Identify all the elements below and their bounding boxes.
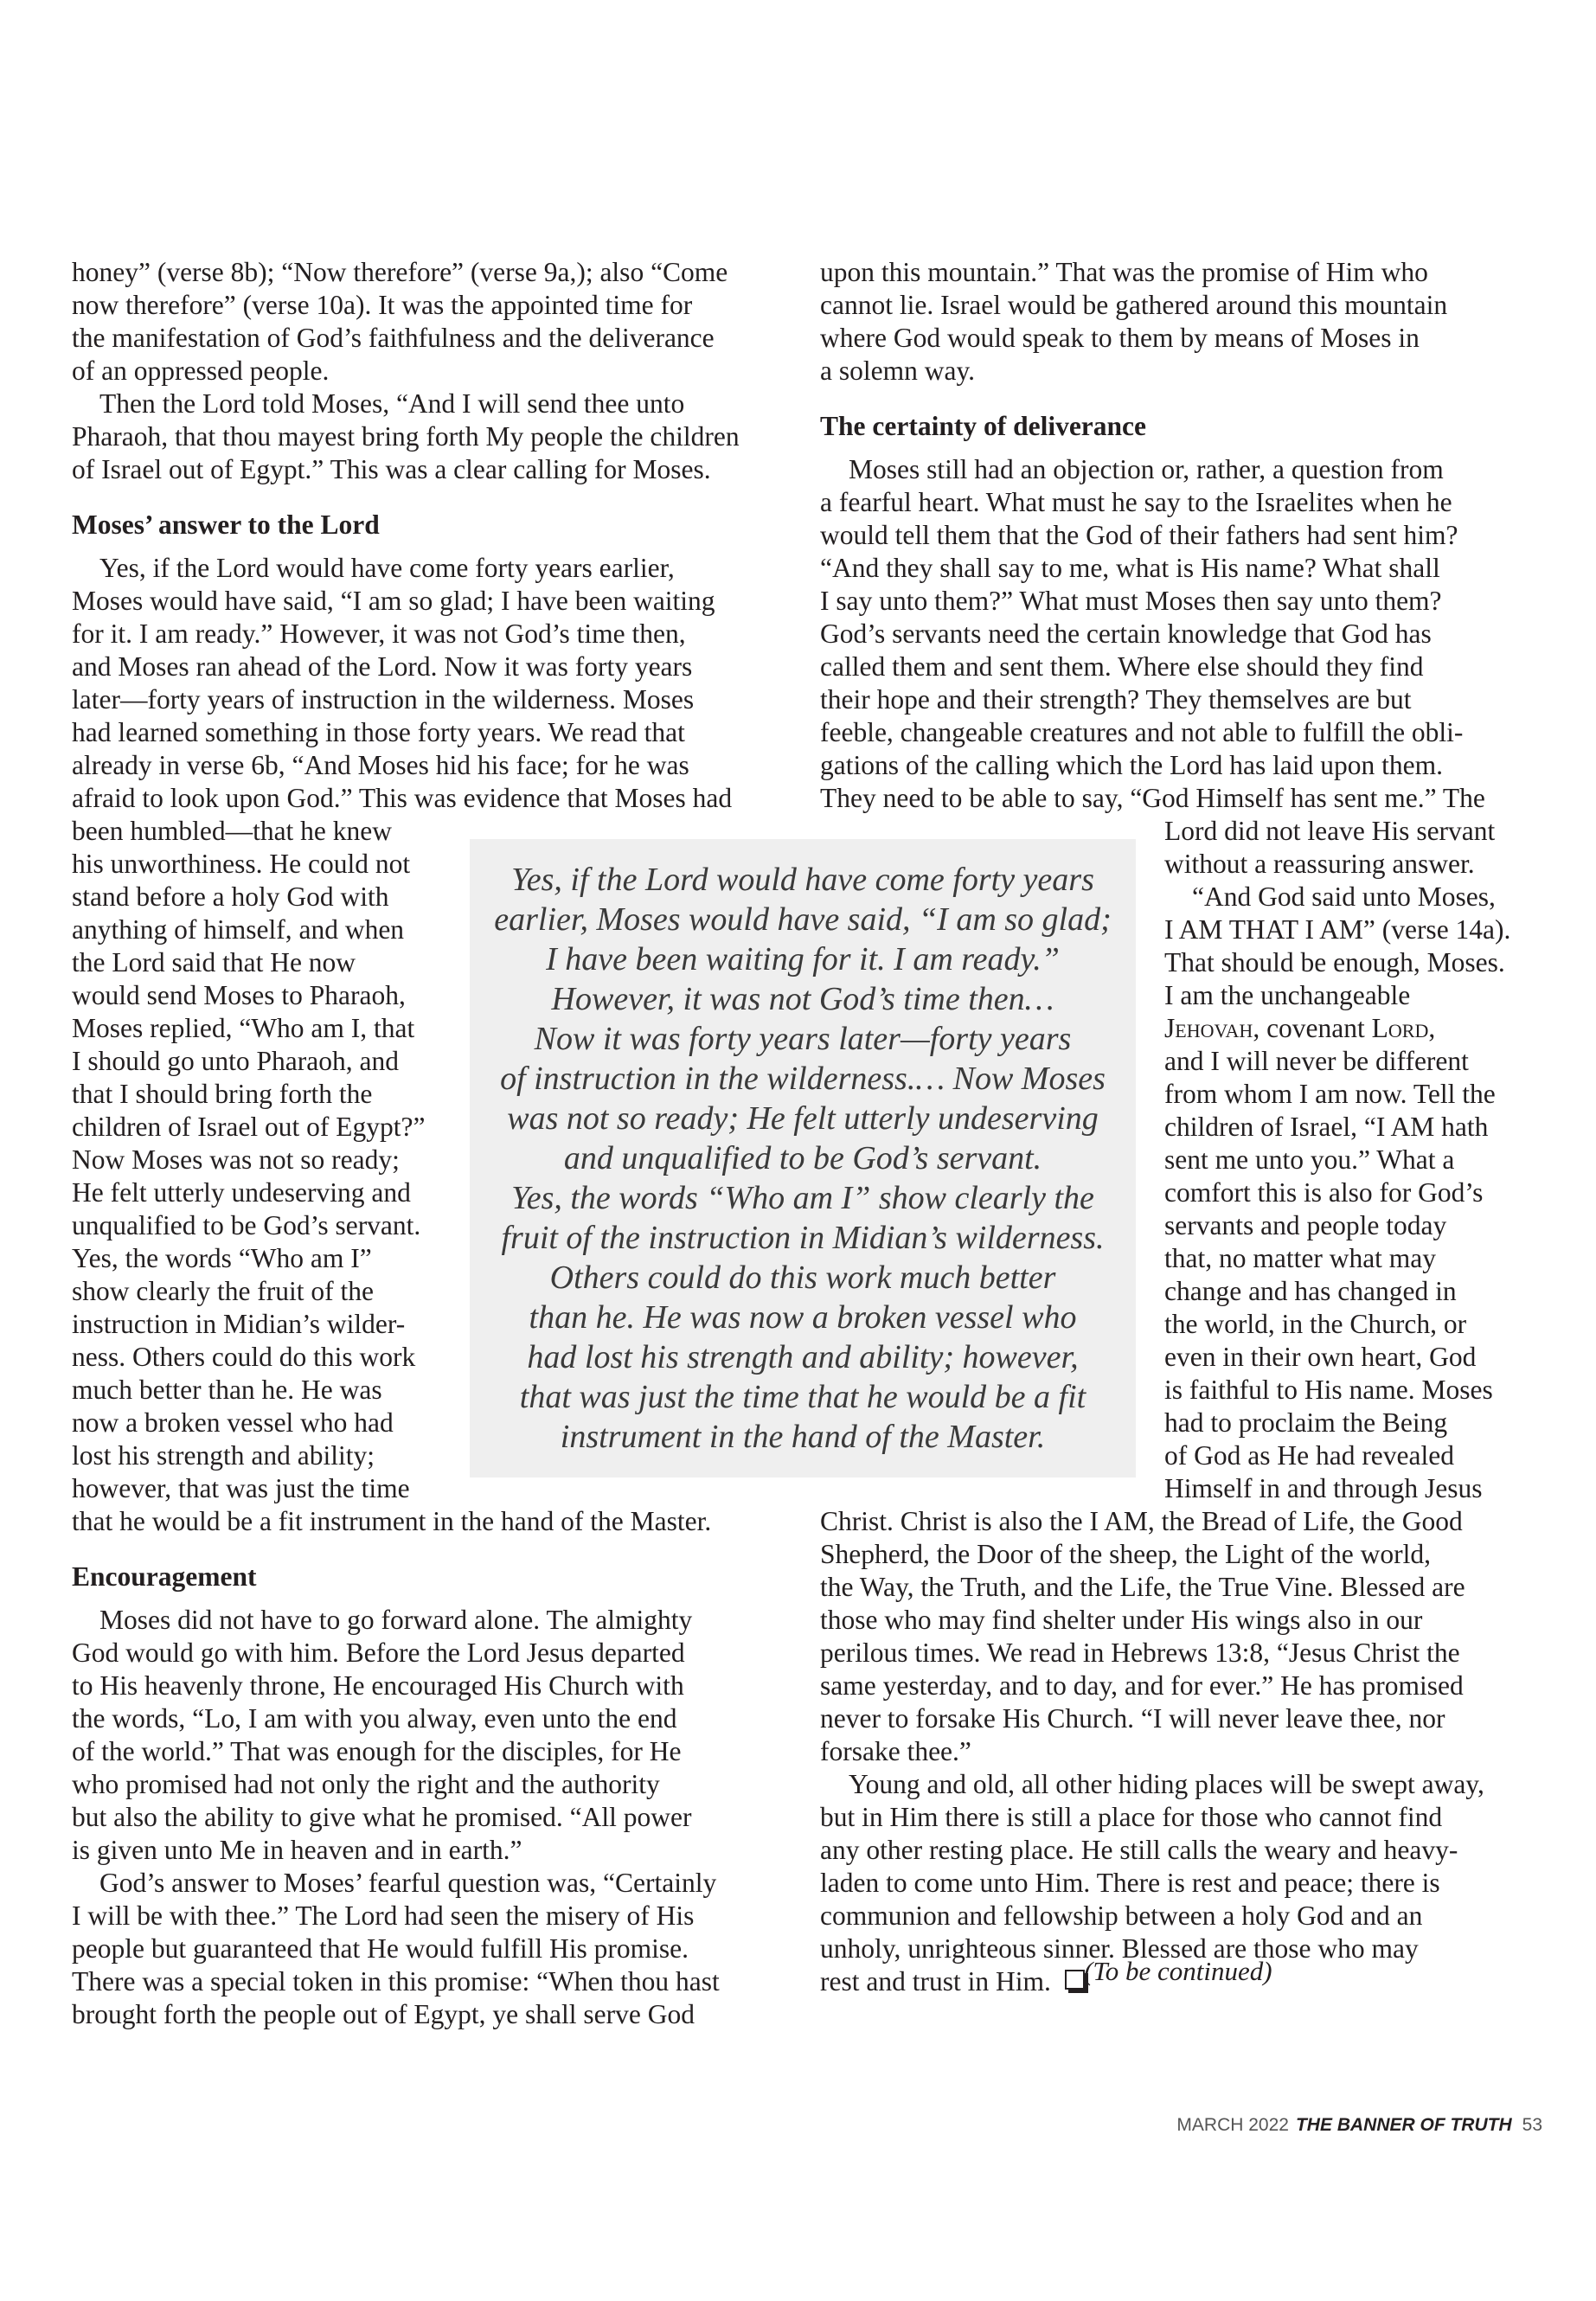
text-line: from whom I am now. Tell the — [1164, 1079, 1496, 1109]
text-line: sent me unto you.” What a — [1164, 1144, 1455, 1175]
text-line: perilous times. We read in Hebrews 13:8, “Jesus Christ the — [820, 1638, 1460, 1668]
page-number: 53 — [1522, 2115, 1542, 2135]
text-line: Moses still had an objection or, rather, a question from — [849, 454, 1444, 484]
text-line: upon this mountain.” That was the promise of Him who — [820, 257, 1428, 287]
text-line: Moses would have said, “I am so glad; I have been waiting — [72, 586, 715, 616]
text-fragment: , covenant — [1253, 1013, 1372, 1043]
text-line: is faithful to His name. Moses — [1164, 1375, 1493, 1405]
text-line: Moses did not have to go forward alone. The almighty — [99, 1605, 693, 1635]
text-line: the Way, the Truth, and the Life, the True Vine. Blessed are — [820, 1572, 1465, 1602]
pull-quote-line: Now it was forty years later—forty years — [534, 1021, 1072, 1057]
text-line: Young and old, all other hiding places will be swept away, — [849, 1769, 1484, 1799]
text-line: laden to come unto Him. There is rest and peace; there is — [820, 1868, 1440, 1898]
text-line: never to forsake His Church. “I will never leave thee, nor — [820, 1703, 1445, 1734]
text-line: unqualified to be God’s servant. — [72, 1210, 421, 1240]
text-line: of Israel out of Egypt.” This was a clear calling for Moses. — [72, 454, 711, 484]
text-line: anything of himself, and when — [72, 914, 405, 945]
text-line: afraid to look upon God.” This was evidence that Moses had — [72, 783, 733, 813]
text-line: of God as He had revealed — [1164, 1440, 1454, 1471]
text-line: had learned something in those forty years. We read that — [72, 717, 685, 747]
text-line: a solemn way. — [820, 356, 976, 386]
text-line: Himself in and through Jesus — [1164, 1473, 1483, 1503]
text-line: same yesterday, and to day, and for ever.” He has promised — [820, 1670, 1464, 1701]
text-line: any other resting place. He still calls the weary and heavy- — [820, 1835, 1458, 1865]
text-line — [820, 1965, 1085, 1998]
text-line: his unworthiness. He could not — [72, 849, 411, 879]
text-line — [1164, 1012, 1435, 1045]
text-line: who promised had not only the right and the authority — [72, 1769, 660, 1799]
text-line: There was a special token in this promise: “When thou hast — [72, 1966, 720, 1997]
pull-quote-line: Yes, if the Lord would have come forty years — [511, 862, 1094, 898]
text-line: That should be enough, Moses. — [1164, 947, 1505, 977]
text-line: comfort this is also for God’s — [1164, 1177, 1484, 1208]
text-fragment: , — [1428, 1013, 1436, 1043]
text-line: “And God said unto Moses, — [1192, 881, 1496, 912]
text-line: for it. I am ready.” However, it was not God’s time then, — [72, 619, 686, 649]
text-line: “And they shall say to me, what is His name? What shall — [820, 553, 1440, 583]
text-line: unholy, unrighteous sinner. Blessed are those who may — [820, 1933, 1419, 1964]
text-line: people but guaranteed that He would fulfill His promise. — [72, 1933, 689, 1964]
pull-quote-line: of instruction in the wilderness.… Now Moses — [500, 1061, 1106, 1097]
text-line: called them and sent them. Where else should they find — [820, 651, 1424, 682]
text-line: children of Israel out of Egypt?” — [72, 1112, 426, 1142]
pull-quote-line: instrument in the hand of the Master. — [560, 1419, 1046, 1455]
text-line: that he would be a fit instrument in the hand of the Master. — [72, 1506, 712, 1536]
text-line: that I should bring forth the — [72, 1079, 373, 1109]
text-line: communion and fellowship between a holy God and an — [820, 1900, 1423, 1931]
pull-quote-line: and unqualified to be God’s servant. — [563, 1140, 1042, 1176]
text-line: I AM THAT I AM” (verse 14a). — [1164, 914, 1511, 945]
pull-quote-line: than he. He was now a broken vessel who — [529, 1299, 1077, 1336]
text-line: feeble, changeable creatures and not able to fulfill the obli- — [820, 717, 1464, 747]
text-line: now therefore” (verse 10a). It was the appointed time for — [72, 290, 693, 320]
pull-quote-line: had lost his strength and ability; however, — [527, 1339, 1079, 1375]
text-line: their hope and their strength? They themselves are but — [820, 684, 1412, 715]
text-line: change and has changed in — [1164, 1276, 1457, 1306]
page-footer — [1170, 2114, 1542, 2137]
text-line: a fearful heart. What must he say to the Israelites when he — [820, 487, 1452, 517]
pull-quote-line: I have been waiting for it. I am ready.” — [546, 941, 1060, 977]
text-line: that, no matter what may — [1164, 1243, 1437, 1273]
text-line: cannot lie. Israel would be gathered around this mountain — [820, 290, 1448, 320]
text-line: already in verse 6b, “And Moses hid his face; for he was — [72, 750, 689, 780]
pull-quote-line: However, it was not God’s time then… — [551, 981, 1054, 1017]
lord-smallcaps: Lord — [1371, 1013, 1429, 1043]
text-line: honey” (verse 8b); “Now therefore” (verse 9a,); also “Come — [72, 257, 728, 287]
text-line: Shepherd, the Door of the sheep, the Light of the world, — [820, 1539, 1431, 1569]
text-line: of the world.” That was enough for the disciples, for He — [72, 1736, 682, 1766]
text-line: instruction in Midian’s wilder- — [72, 1309, 406, 1339]
issue-date: MARCH 2022 — [1176, 2115, 1289, 2135]
text-line: and Moses ran ahead of the Lord. Now it was forty years — [72, 651, 693, 682]
text-line: I will be with thee.” The Lord had seen the misery of His — [72, 1900, 695, 1931]
text-line: children of Israel, “I AM hath — [1164, 1112, 1489, 1142]
text-line: where God would speak to them by means of Moses in — [820, 323, 1420, 353]
text-line: the words, “Lo, I am with you alway, even unto the end — [72, 1703, 677, 1734]
text-line: Lord did not leave His servant — [1164, 816, 1496, 846]
magazine-title: THE BANNER OF TRUTH — [1295, 2115, 1512, 2135]
pull-quote-line: Others could do this work much better — [549, 1259, 1056, 1296]
pull-quote-line: earlier, Moses would have said, “I am so glad; — [494, 901, 1112, 938]
text-line: later—forty years of instruction in the wilderness. Moses — [72, 684, 695, 715]
text-line: without a reassuring answer. — [1164, 849, 1475, 879]
pull-quote-line: fruit of the instruction in Midian’s wilderness. — [501, 1220, 1105, 1256]
section-heading: Moses’ answer to the Lord — [72, 510, 380, 540]
text-line: and I will never be different — [1164, 1046, 1469, 1076]
text-line: Yes, the words “Who am I” — [72, 1243, 372, 1273]
text-line: the Lord said that He now — [72, 947, 356, 977]
text-line: now a broken vessel who had — [72, 1407, 394, 1438]
text-line: Then the Lord told Moses, “And I will send thee unto — [99, 388, 685, 419]
section-heading: Encouragement — [72, 1561, 257, 1592]
section-heading: The certainty of deliverance — [820, 411, 1147, 441]
text-line: I say unto them?” What must Moses then say unto them? — [820, 586, 1442, 616]
text-line: to His heavenly throne, He encouraged His Church with — [72, 1670, 684, 1701]
text-line: God would go with him. Before the Lord Jesus departed — [72, 1638, 685, 1668]
text-line: of an oppressed people. — [72, 356, 330, 386]
text-line: stand before a holy God with — [72, 881, 389, 912]
text-line: ness. Others could do this work — [72, 1342, 416, 1372]
text-line: been humbled—that he knew — [72, 816, 393, 846]
text-line: Moses replied, “Who am I, that — [72, 1013, 415, 1043]
text-line: however, that was just the time — [72, 1473, 410, 1503]
text-line: God’s servants need the certain knowledge that God has — [820, 619, 1432, 649]
text-line: would tell them that the God of their fathers had sent him? — [820, 520, 1458, 550]
text-line: He felt utterly undeserving and — [72, 1177, 411, 1208]
text-line: servants and people today — [1164, 1210, 1447, 1240]
text-line: show clearly the fruit of the — [72, 1276, 375, 1306]
text-fragment: rest and trust in Him. — [820, 1966, 1051, 1997]
text-line: is given unto Me in heaven and in earth.” — [72, 1835, 522, 1865]
text-line: had to proclaim the Being — [1164, 1407, 1448, 1438]
text-line: would send Moses to Pharaoh, — [72, 980, 406, 1010]
text-line: but also the ability to give what he promised. “All power — [72, 1802, 692, 1832]
text-line: even in their own heart, God — [1164, 1342, 1477, 1372]
pull-quote-line: that was just the time that he would be a fit — [519, 1379, 1086, 1415]
text-line: the world, in the Church, or — [1164, 1309, 1467, 1339]
text-line: lost his strength and ability; — [72, 1440, 375, 1471]
text-line: those who may find shelter under His wings also in our — [820, 1605, 1423, 1635]
text-line: Christ. Christ is also the I AM, the Bread of Life, the Good — [820, 1506, 1463, 1536]
text-line: I am the unchangeable — [1164, 980, 1411, 1010]
pull-quote — [470, 839, 1136, 1477]
pull-quote-line: was not so ready; He felt utterly undeserving — [507, 1100, 1099, 1137]
text-line: but in Him there is still a place for those who cannot find — [820, 1802, 1443, 1832]
text-line: Pharaoh, that thou mayest bring forth My people the children — [72, 421, 740, 452]
text-line: the manifestation of God’s faithfulness and the deliverance — [72, 323, 715, 353]
text-line: Now Moses was not so ready; — [72, 1144, 400, 1175]
end-mark-icon — [1065, 1970, 1085, 1990]
to-be-continued: (To be continued) — [1084, 1956, 1272, 1986]
text-line: brought forth the people out of Egypt, ye shall serve God — [72, 1999, 695, 2029]
text-line: They need to be able to say, “God Himself has sent me.” The — [820, 783, 1485, 813]
text-line: God’s answer to Moses’ fearful question was, “Certainly — [99, 1868, 717, 1898]
text-line: I should go unto Pharaoh, and — [72, 1046, 399, 1076]
text-line: gations of the calling which the Lord has laid upon them. — [820, 750, 1443, 780]
text-line: forsake thee.” — [820, 1736, 971, 1766]
jehovah-smallcaps: Jehovah — [1164, 1013, 1253, 1043]
text-line: much better than he. He was — [72, 1375, 382, 1405]
text-line: Yes, if the Lord would have come forty years earlier, — [99, 553, 675, 583]
pull-quote-line: Yes, the words “Who am I” show clearly the — [511, 1180, 1094, 1216]
